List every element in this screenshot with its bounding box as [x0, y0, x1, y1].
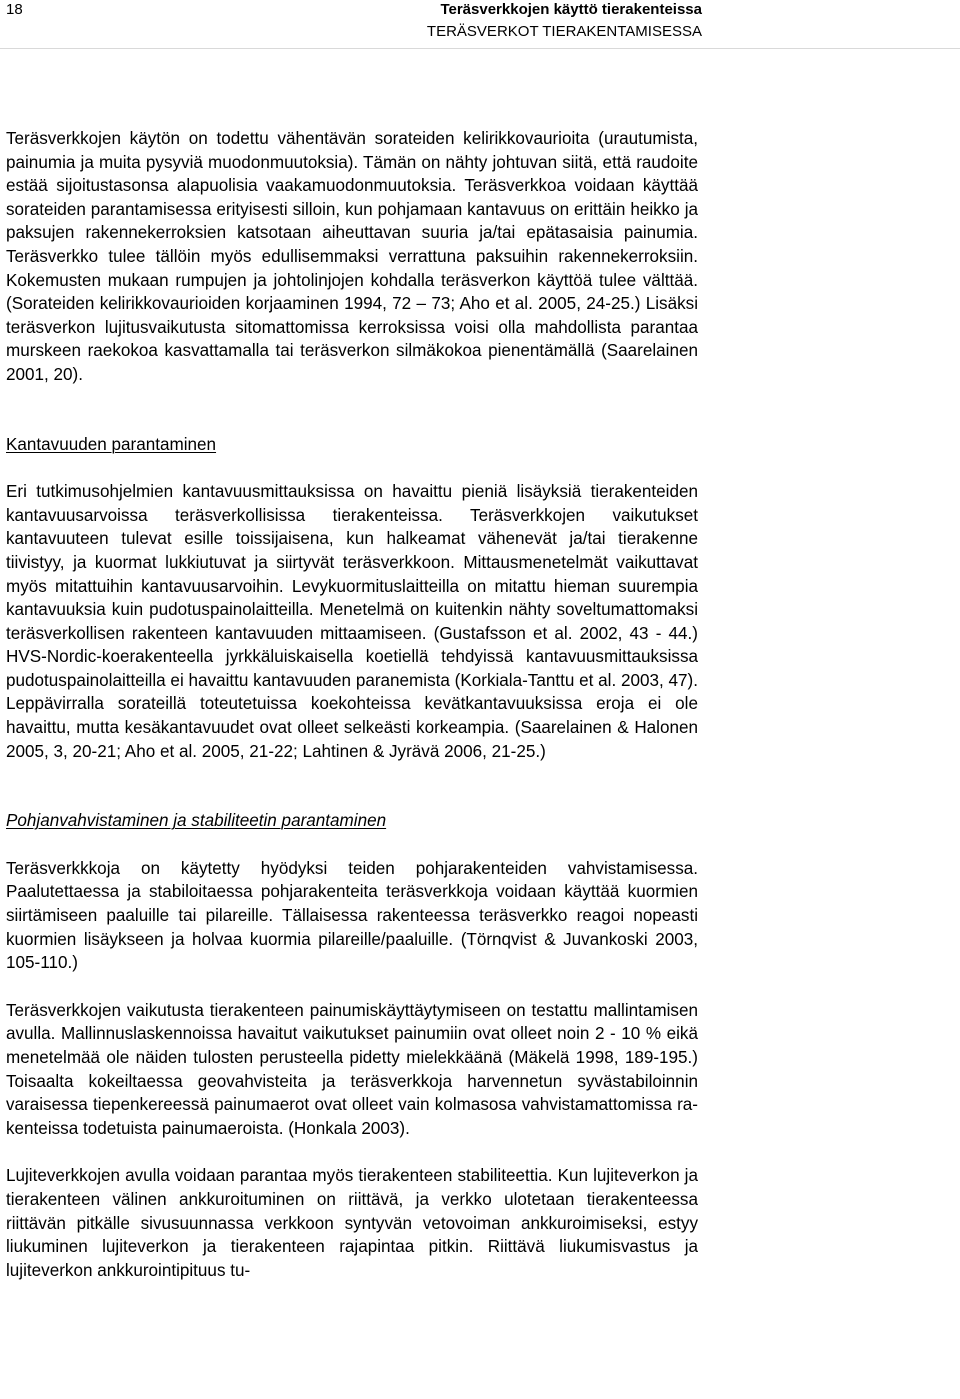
- page-body: [6, 127, 698, 1282]
- paragraph-kantavuus: Eri tutkimusohjelmien kantavuusmittauksissa on havaittu pieniä lisäyksiä tierakenteiden kantavuusarvoissa teräsverkollisissa tierakenteissa. Teräsverkkojen vaikutukset kantavuuteen tulevat esille toissijaisena, kun halkeamat vähenevät ja/tai tierakenne tiivistyy, ja kuormat lukkiutuvat ja siirtyvät teräsverkkoon. Mittausmenetelmät vaikuttavat myös mitattuihin kantavuusarvoihin. Levykuormituslaitteilla on mitattu hieman suurempia kantavuuksia kuin pudotuspainolaitteilla. Menetelmä on kuitenkin nähty soveltumattomaksi teräsverkollisen rakenteen kantavuuden mittaamiseen. (Gustafsson et al. 2002, 43 - 44.) HVS-Nordic-koerakenteella jyrkkäluiskaisella koetiellä tehdyissä kantavuusmittauksissa pudotuspainolaitteilla ei havaittu kantavuuden paranemista (Korkiala-Tanttu et al. 2003, 47). Leppävirralla sorateillä toteutetuissa koekohteissa kevätkantavuuksissa eroja ei ole havaittu, mutta kesäkantavuudet ovat olleet selkeästi korkeampia. (Saarelainen & Halonen 2005, 3, 20-21; Aho et al. 2005, 21-22; Lahtinen & Jyrävä 2006, 21-25.): [6, 482, 698, 761]
- paragraph-stabiliteetti: Lujiteverkkojen avulla voidaan parantaa myös tierakenteen stabiliteettia. Kun lujiteverkon ja tierakenteen välinen ankkuroituminen on riittävä, ja verkko ulotetaan tierakenteessa riittävän pitkälle sivusuunnassa verkkoon syntyvän vetovoiman ankkuroimiseksi, estyy liukuminen lujiteverkon ja tierakenteen rajapintaa pitkin. Riittävä liukumisvastus ja lujiteverkon ankkurointipituus tu-: [6, 1166, 698, 1280]
- running-title-line1: Teräsverkkojen käyttö tierakenteissa: [440, 1, 702, 18]
- section-heading-pohjanvahvistaminen: Pohjanvahvistaminen ja stabiliteetin parantaminen: [6, 811, 387, 831]
- paragraph-pohjanvahvistus: Teräsverkkkoja on käytetty hyödyksi teiden pohjarakenteiden vahvistamisessa. Paalutettaessa ja stabiloitaessa pohjarakenteita teräsverkkoja voidaan käyttää kuormien siirtämiseen paaluille tai pilareille. Tällaisessa rakenteessa teräsverkko reagoi nopeasti kuormien lisäykseen ja holvaa kuormia pilareille/paaluille. (Törnqvist & Juvankoski 2003, 105-110.): [6, 858, 698, 973]
- running-title-line2: TERÄSVERKOT TIERAKENTAMISESSA: [426, 23, 702, 40]
- page-header: [0, 0, 960, 49]
- section-heading-kantavuus: Kantavuuden parantaminen: [6, 434, 217, 454]
- page-number: 18: [6, 1, 23, 18]
- paragraph-intro: Teräsverkkojen käytön on todettu vähentävän sorateiden kelirikkovaurioita (urautumista, painumia ja muita pysyviä muodonmuutoksia). Tämän on nähty johtuvan siitä, että raudoite estää sijoitustasonsa alapuolisia vaakamuodonmuutoksia. Teräsverkkoa voidaan käyttää sorateiden parantamisessa erityisesti silloin, kun pohjamaan kantavuus on erittäin heikko ja paksujen rakennekerroksien katsotaan aiheuttavan suuria ja/tai epätasaisia painumia. Teräsverkko tulee tällöin myös edullisemmaksi verrattuna paksuihin rakennekerroksiin. Kokemusten mukaan rumpujen ja johtolinjojen kohdalla teräsverkon käyttöä tulee välttää. (Sorateiden kelirikkovaurioiden korjaaminen 1994, 72 – 73; Aho et al. 2005, 24-25.) Lisäksi teräsverkon lujitusvaikutusta sitomattomissa kerroksissa voisi olla mahdollista parantaa murskeen raekokoa kasvattamalla tai teräsverkon silmäkokoa pienentämällä (Saarelainen 2001, 20).: [6, 129, 698, 384]
- running-title: [427, 0, 702, 42]
- paragraph-painuma: Teräsverkkojen vaikutusta tierakenteen painumiskäyttäytymiseen on testattu mallintamisen avulla. Mallinnuslaskennoissa havaitut vaikutukset painumiin ovat olleet noin 2 - 10 % eikä menetelmää ole näiden tulosten perusteella pidetty mielekkäänä (Mäkelä 1998, 189-195.) Toisaalta kokeiltaessa geovahvisteita ja teräsverkkoja harvennetun syvästabiloinnin varaisessa tiepenkereessä painumaerot ovat olleet vain kolmasosa vahvistamattomissa rakenteissa todetuista painumaeroista. (Honkala 2003).: [6, 1000, 698, 1138]
